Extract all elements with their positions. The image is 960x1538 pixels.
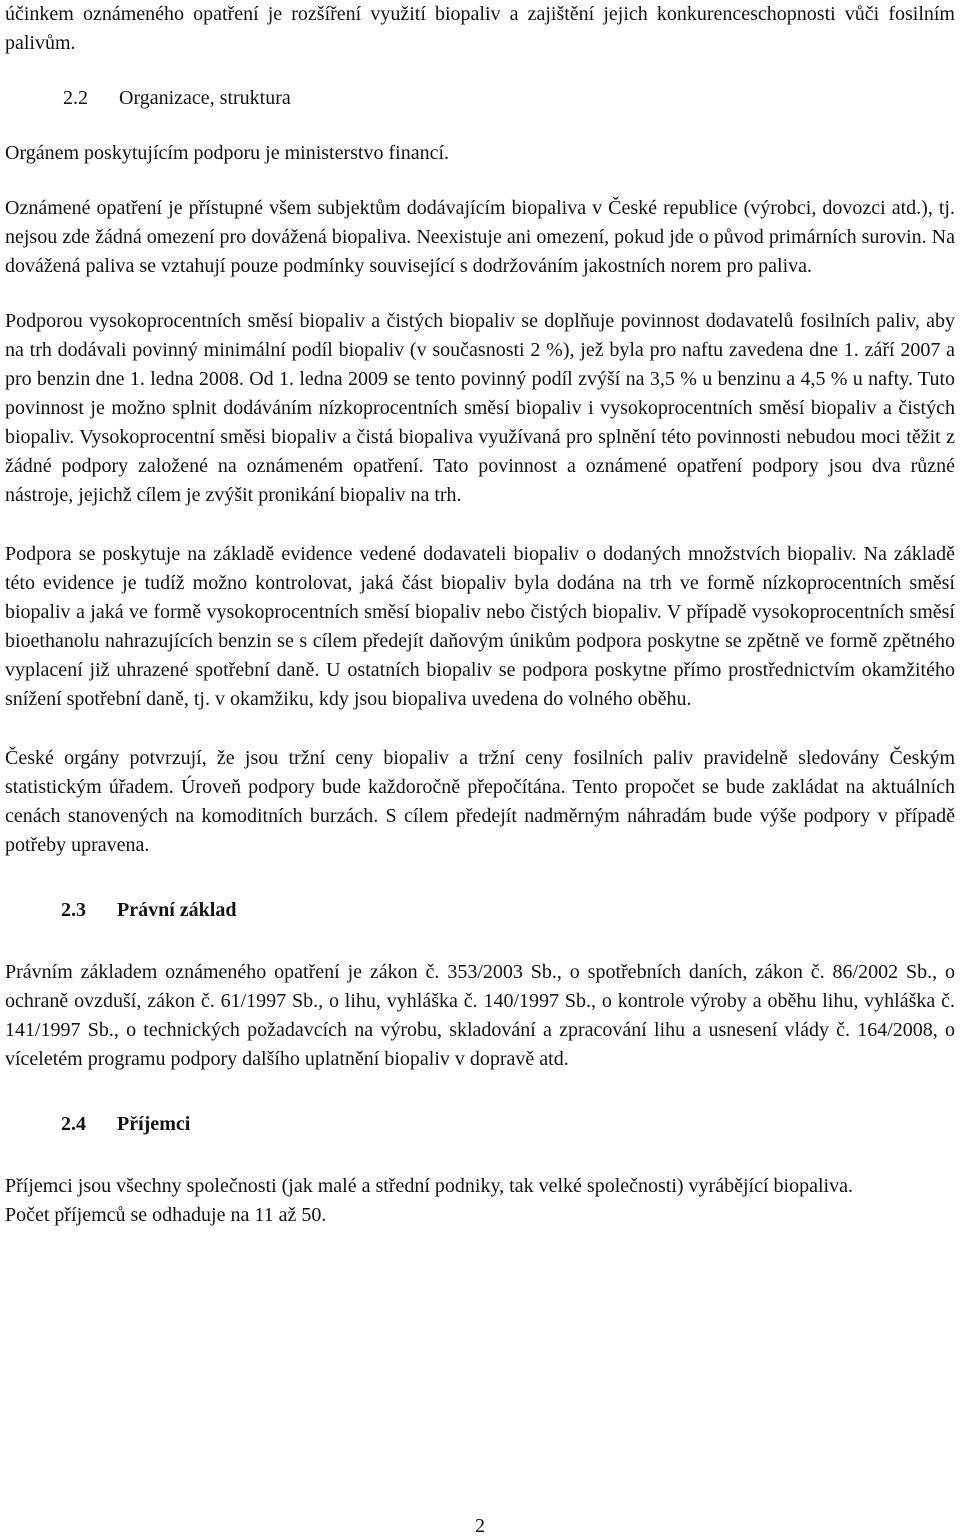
section-number: 2.3 bbox=[61, 899, 86, 921]
document-page bbox=[5, 0, 955, 1230]
section-number: 2.4 bbox=[61, 1113, 86, 1135]
paragraph: Příjemci jsou všechny společnosti (jak malé a střední podniky, tak velké společnosti) vyrábějící biopaliva. bbox=[5, 1175, 853, 1197]
section-title: Právní základ bbox=[117, 899, 237, 921]
paragraph: Oznámené opatření je přístupné všem subjektům dodávajícím biopaliva v České republice (výrobci, dovozci atd.), tj. nejsou zde žádná omezení pro dovážená biopaliva. Neexistuje ani omezení, pokud jde o původ primárních surovin. Na dovážená paliva se vztahují pouze podmínky související s dodržováním jakostních norem pro paliva. bbox=[5, 197, 955, 277]
page-number: 2 bbox=[475, 1515, 485, 1537]
paragraph: Počet příjemců se odhaduje na 11 až 50. bbox=[5, 1204, 327, 1226]
section-2-4-heading bbox=[5, 1110, 955, 1139]
paragraph: Podporou vysokoprocentních směsí biopaliv a čistých biopaliv se doplňuje povinnost dodavatelů fosilních paliv, aby na trh dodávali povinný minimální podíl biopaliv (v současnosti 2 %), jež byla pro naftu zavedena dne 1. září 2007 a pro benzin dne 1. ledna 2008. Od 1. ledna 2009 se tento povinný podíl zvýší na 3,5 % u benzinu a 4,5 % u nafty. Tuto povinnost je možno splnit dodáváním nízkoprocentních směsí biopaliv i vysokoprocentních směsí biopaliv a čistých biopaliv. Vysokoprocentní směsi biopaliv a čistá biopaliva využívaná pro splnění této povinnosti nebudou moci těžit z žádné podpory založené na oznámeném opatření. Tato povinnost a oznámené opatření podpory jsou dva různé nástroje, jejichž cílem je zvýšit pronikání biopaliv na trh. bbox=[5, 310, 955, 506]
section-title: Příjemci bbox=[117, 1113, 191, 1135]
section-title: Organizace, struktura bbox=[119, 87, 291, 109]
paragraph: Právním základem oznámeného opatření je zákon č. 353/2003 Sb., o spotřebních daních, zákon č. 86/2002 Sb., o ochraně ovzduší, zákon č. 61/1997 Sb., o lihu, vyhláška č. 140/1997 Sb., o kontrole výroby a oběhu lihu, vyhláška č. 141/1997 Sb., o technických požadavcích na výrobu, skladování a zpracování lihu a usnesení vlády č. 164/2008, o víceletém programu podpory dalšího uplatnění biopaliv v dopravě atd. bbox=[5, 961, 955, 1070]
intro-paragraph: účinkem oznámeného opatření je rozšíření využití biopaliv a zajištění jejich konkurenceschopnosti vůči fosilním palivům. bbox=[5, 3, 955, 54]
paragraph: České orgány potvrzují, že jsou tržní ceny biopaliv a tržní ceny fosilních paliv pravidelně sledovány Českým statistickým úřadem. Úroveň podpory bude každoročně přepočítána. Tento propočet se bude zakládat na aktuálních cenách stanovených na komoditních burzách. S cílem předejít nadměrným náhradám bude výše podpory v případě potřeby upravena. bbox=[5, 747, 955, 856]
section-2-3-heading bbox=[5, 896, 955, 925]
paragraph: Podpora se poskytuje na základě evidence vedené dodavateli biopaliv o dodaných množstvích biopaliv. Na základě této evidence je tudíž možno kontrolovat, jaká část biopaliv byla dodána na trh ve formě nízkoprocentních směsí biopaliv a jaká ve formě vysokoprocentních směsí biopaliv nebo čistých biopaliv. V případě vysokoprocentních směsí bioethanolu nahrazujících benzin se s cílem předejít daňovým únikům podpora poskytne se zpětně ve formě zpětného vyplacení již uhrazené spotřební daně. U ostatních biopaliv se podpora poskytne přímo prostřednictvím okamžitého snížení spotřební daně, tj. v okamžiku, kdy jsou biopaliva uvedena do volného oběhu. bbox=[5, 543, 955, 710]
section-2-2-heading bbox=[5, 84, 955, 113]
section-number: 2.2 bbox=[63, 87, 88, 109]
paragraph: Orgánem poskytujícím podporu je ministerstvo financí. bbox=[5, 142, 450, 164]
